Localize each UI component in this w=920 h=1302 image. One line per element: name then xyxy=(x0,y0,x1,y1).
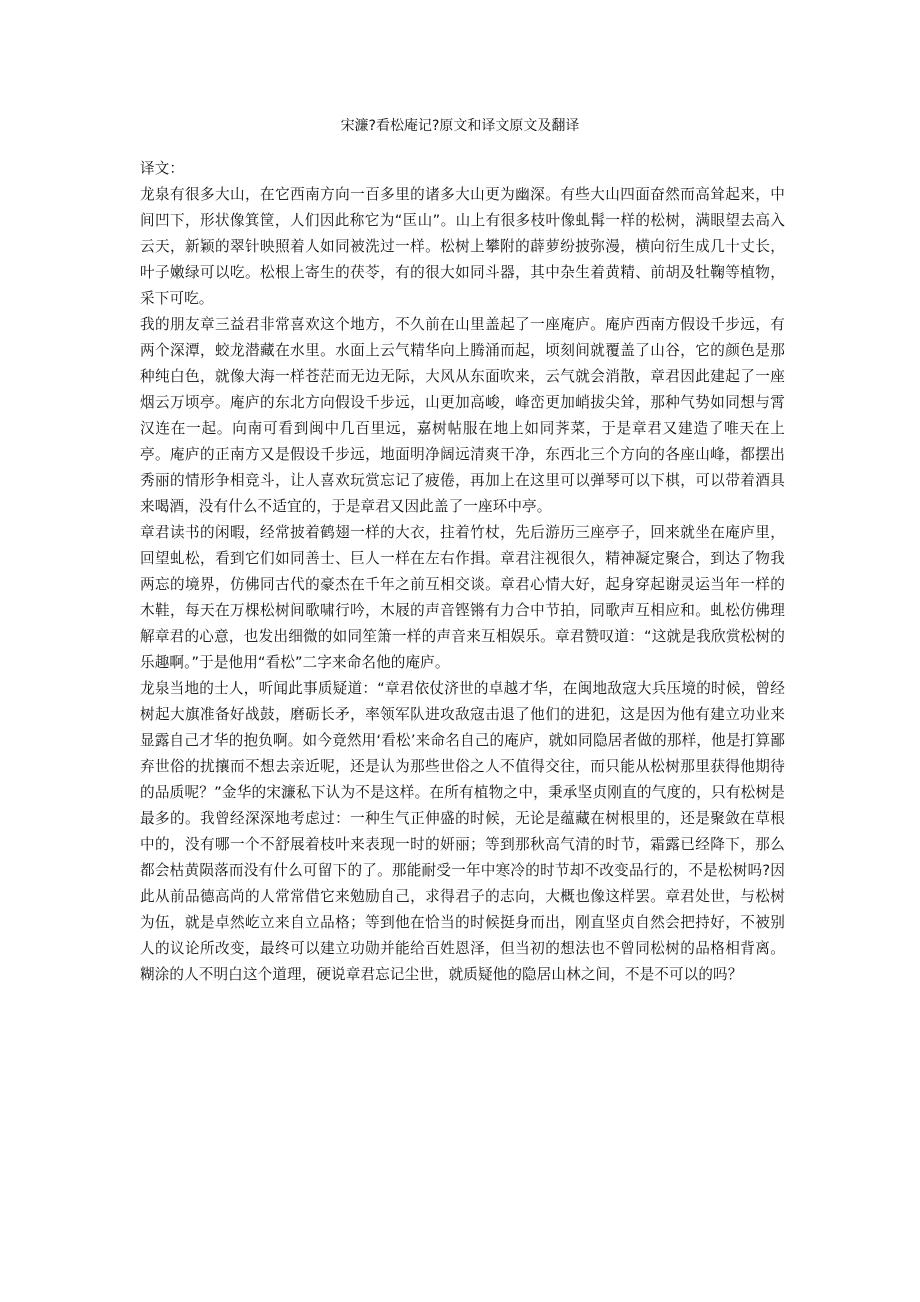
translation-label: 译文： xyxy=(140,160,185,177)
paragraph-2: 我的朋友章三益君非常喜欢这个地方，不久前在山里盖起了一座庵庐。庵庐西南方假设千步远，有两个深潭，蛟龙潜藏在水里。水面上云气精华向上腾涌而起，顷刻间就覆盖了山谷，它的颜色是那种纯白色，就像大海一样苍茫而无边无际，大风从东面吹来，云气就会消散，章君因此建起了一座烟云万顷亭。庵庐的东北方向假设千步远，山更加高峻，峰峦更加峭拔尖耸，那种气势如同想与霄汉连在一起。向南可看到闽中几百里远，嘉树帖服在地上如同荠菜，于是章君又建造了唯天在上亭。庵庐的正南方又是假设千步远，地面明净阔远清爽干净，东西北三个方向的各座山峰，都摆出秀丽的情形争相竞斗，让人喜欢玩赏忘记了疲倦，再加上在这里可以弹琴可以下棋，可以带着酒具来喝酒，没有什么不适宜的，于是章君又因此盖了一座环中亭。 xyxy=(140,316,785,515)
paragraph-3: 章君读书的闲暇，经常披着鹤翅一样的大衣，拄着竹杖，先后游历三座亭子，回来就坐在庵庐里，回望虬松，看到它们如同善士、巨人一样在左右作揖。章君注视很久，精神凝定聚合，到达了物我两忘的境界，仿佛同古代的豪杰在千年之前互相交谈。章君心情大好，起身穿起谢灵运当年一样的木鞋，每天在万棵松树间歌啸行吟，木屐的声音铿锵有力合中节拍，同歌声互相应和。虬松仿佛理解章君的心意，也发出细微的如同笙箫一样的声音来互相娱乐。章君赞叹道：“这就是我欣赏松树的乐趣啊。”于是他用“看松”二字来命名他的庵庐。 xyxy=(140,524,785,671)
document-body xyxy=(140,156,785,988)
document-title: 宋濂?看松庵记?原文和译文原文及翻译 xyxy=(340,118,580,134)
paragraph-4: 龙泉当地的士人，听闻此事质疑道：“章君依仗济世的卓越才华，在闽地敌寇大兵压境的时候，曾经树起大旗准备好战鼓，磨砺长矛，率领军队进攻敌寇击退了他们的进犯，这是因为他有建立功业来显露自己才华的抱负啊。如今竟然用‘看松’来命名自己的庵庐，就如同隐居者做的那样，他是打算鄙弃世俗的扰攘而不想去亲近呢，还是认为那些世俗之人不值得交往，而只能从松树那里获得他期待的品质呢？”金华的宋濂私下认为不是这样。在所有植物之中，秉承坚贞刚直的气度的，只有松树是最多的。我曾经深深地考虑过：一种生气正伸盛的时候，无论是蕴藏在树根里的，还是聚敛在草根中的，没有哪一个不舒展着枝叶来表现一时的妍丽；等到那秋高气清的时节，霜露已经降下，那么都会枯黄陨落而没有什么可留下的了。那能耐受一年中寒冷的时节却不改变品行的，不是松树吗?因此从前品德高尚的人常常借它来勉励自己，求得君子的志向，大概也像这样罢。章君处世，与松树为伍，就是卓然屹立来自立品格；等到他在恰当的时候挺身而出，刚直坚贞自然会把持好，不被别人的议论所改变，最终可以建立功勋并能给百姓恩泽，但当初的想法也不曾同松树的品格相背离。糊涂的人不明白这个道理，硬说章君忘记尘世，就质疑他的隐居山林之间，不是不可以的吗？ xyxy=(140,680,785,983)
paragraph-1: 龙泉有很多大山，在它西南方向一百多里的诸多大山更为幽深。有些大山四面奋然而高耸起来，中间凹下，形状像箕筐，人们因此称它为“匡山”。山上有很多枝叶像虬髯一样的松树，满眼望去高入云天，新颖的翠针映照着人如同被洗过一样。松树上攀附的薜萝纷披弥漫，横向衍生成几十丈长，叶子嫩绿可以吃。松根上寄生的茯苓，有的很大如同斗器，其中杂生着黄精、前胡及牡鞠等植物，采下可吃。 xyxy=(140,186,785,307)
